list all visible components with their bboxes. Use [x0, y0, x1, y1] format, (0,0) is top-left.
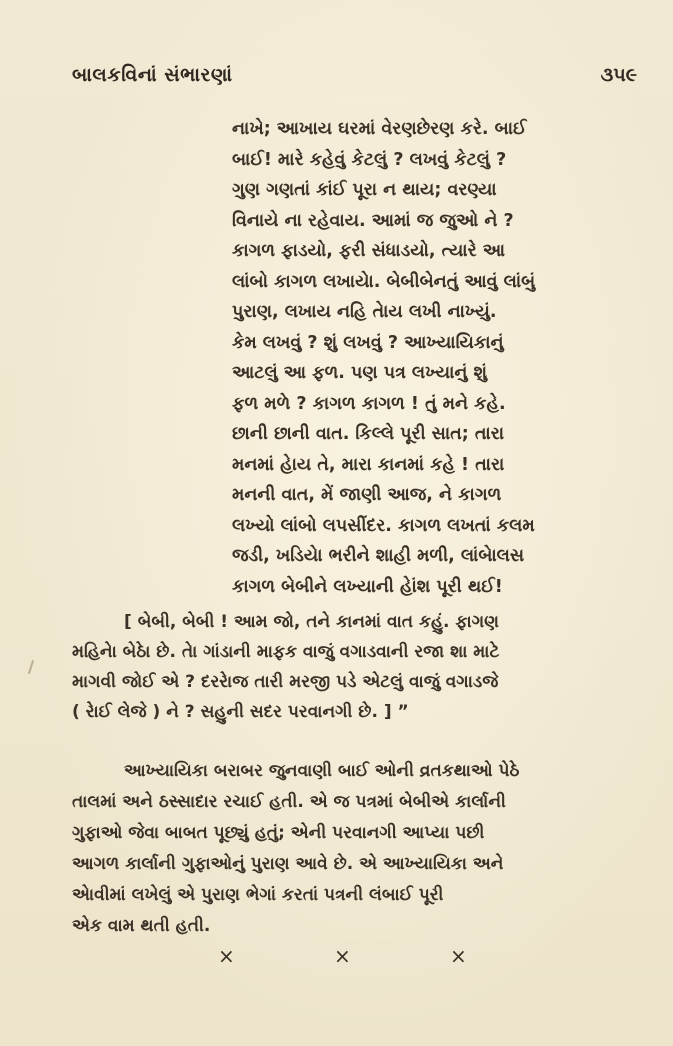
bracketed-note: [72, 607, 637, 727]
page-number: ૩૫૯: [600, 64, 637, 86]
verse-line: કાગળ બેબીને લખ્યાની હેાંશ પૂરી થઈ!: [232, 576, 503, 597]
running-head: [72, 64, 637, 94]
verse-line: કાગળ ફાડયો, ફરી સંધાડયો, ત્યારે આ: [232, 241, 505, 261]
verse-line: કેમ લખવું ? શું લખવું ? આખ્યાયિકાનું: [232, 332, 504, 353]
note-line: ( રેાઈ લેજે ) ને ? સહુની સદર પરવાનગી છે. ] ”: [72, 702, 409, 722]
paragraph-line: એક વામ થતી હતી.: [72, 916, 211, 936]
verse-block: [232, 114, 536, 602]
verse-line: છાની છાની વાત. કિલ્લે પૂરી સાત; તારા: [232, 424, 505, 444]
verse-line: મનમાં હેાય તે, મારા કાનમાં કહે ! તારા: [232, 454, 505, 475]
verse-line: લાંબો કાગળ લખાયેા. બેબીબેનતું આવું લાંબું: [232, 271, 536, 292]
paper-fleck: [28, 660, 34, 674]
verse-line: લખ્યો લાંબો લપસીંદર. કાગળ લખતાં કલમ: [232, 515, 535, 536]
verse-line: આટલું આ ફળ. પણ પત્ર લખ્યાનું શું: [232, 363, 488, 383]
separator-mark: ×: [218, 944, 235, 968]
verse-line: બાઈ! મારે કહેવું કેટલું ? લખવું કેટલું ?: [232, 149, 507, 170]
body-paragraph: [72, 756, 637, 942]
paragraph-line: એાવીમાં લખેલું એ પુરાણ ભેગાં કરતાં પત્રની લંબાઈ પૂરી: [72, 885, 444, 905]
note-line: મહિનેા બેઠેા છે. તેા ગાંડાની માફક વાજું વગાડવાની રજા શા માટે: [72, 642, 500, 662]
verse-line: પુરાણ, લખાય નહિ તેાય લખી નાખ્યું.: [232, 302, 497, 322]
note-line: માગવી જોઈ એ ? દરરેાજ તારી મરજી પડે એટલું વાજું વગાડજે: [72, 672, 499, 692]
separator-mark: ×: [334, 944, 351, 968]
paragraph-line: તાલમાં અને ઠસ્સાદાર રચાઈ હતી. એ જ પત્રમાં બેબીએ કાર્લાની: [72, 792, 506, 812]
verse-line: વિનાયે ના રહેવાય. આમાં જ જુઓ ને ?: [232, 210, 514, 231]
paragraph-line: ગુફાઓ જેવા બાબત પૂછ્યું હતું; એની પરવાનગી આપ્યા પછી: [72, 823, 485, 843]
verse-line: મનની વાત, મેં જાણી આજ, ને કાગળ: [232, 485, 502, 505]
section-separator: [218, 944, 476, 974]
verse-line: જડી, ખડિયેા ભરીને શાહી મળી, લાંબેાલસ: [232, 546, 525, 566]
verse-line: ફળ મળે ? કાગળ કાગળ ! તું મને કહે.: [232, 393, 506, 414]
verse-line: ગુણ ગણતાં કાંઈ પૂરા ન થાય; વરણ્યા: [232, 180, 497, 200]
separator-mark: ×: [450, 944, 467, 968]
note-line: [ બેબી, બેબી ! આમ જો, તને કાનમાં વાત કહું. ફાગણ: [124, 612, 499, 632]
paragraph-line: આખ્યાયિકા બરાબર જુનવાણી બાઈ ઓની વ્રતકથાઓ પેઠે: [124, 761, 520, 781]
verse-line: નાખે; આખાય ઘરમાં વેરણછેરણ કરે. બાઈ: [232, 119, 527, 139]
paragraph-line: આગળ કાર્લાની ગુફાઓનું પુરાણ આવે છે. એ આખ્યાયિકા અને: [72, 854, 504, 874]
running-title: બાલકવિનાં સંભારણાં: [72, 64, 233, 86]
